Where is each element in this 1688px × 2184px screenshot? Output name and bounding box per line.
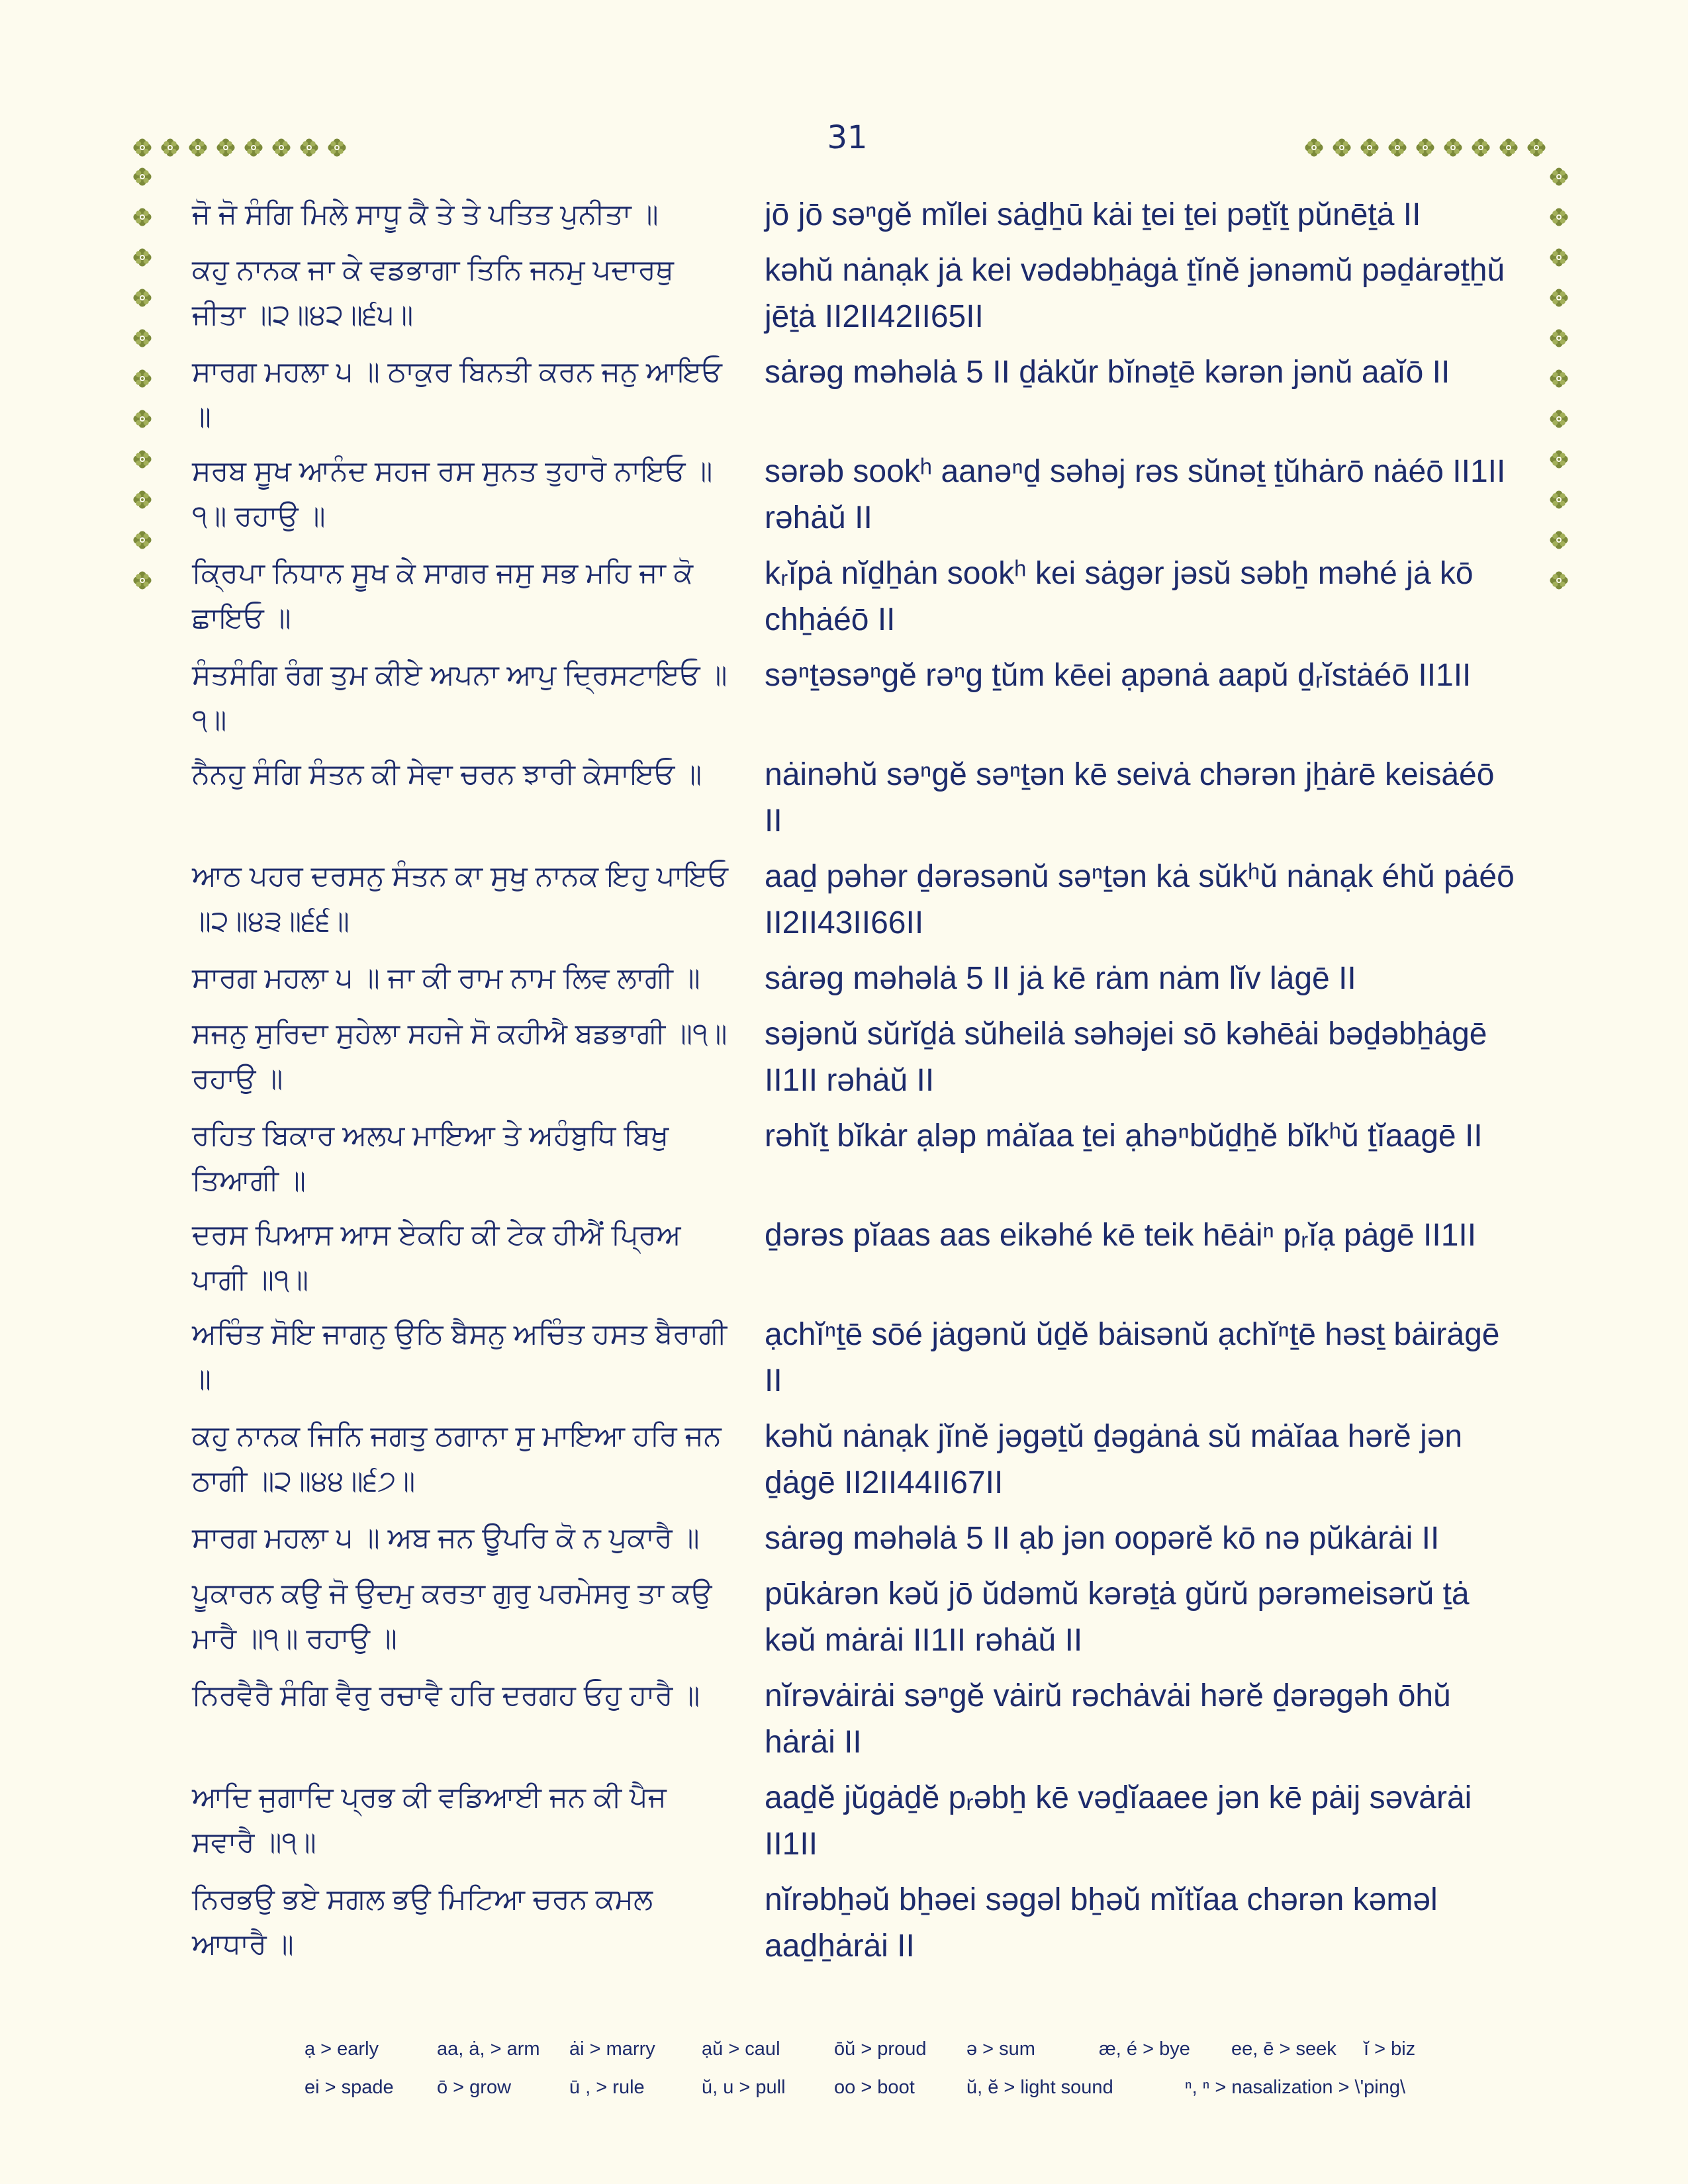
ornament-border-left bbox=[132, 167, 152, 590]
page-number: 31 bbox=[827, 119, 868, 156]
legend-item: ə > sum bbox=[966, 2038, 1035, 2060]
legend-item: ū , > rule bbox=[569, 2077, 645, 2098]
flower-icon bbox=[1360, 138, 1380, 158]
transliteration-text: sərəb sookʰ aanəⁿḏ səhəj rəs sŭnəṯ ṯŭhȧrō nȧéō II1II rəhȧŭ II bbox=[765, 454, 1506, 535]
transliteration-text: aaḏĕ jŭgȧḏĕ pᵣəbẖ kē vəḏĭaaee jən kē pȧij səvȧrȧi II1II bbox=[765, 1780, 1472, 1862]
pronunciation-legend bbox=[305, 2038, 1562, 2115]
flower-icon bbox=[160, 138, 180, 158]
gurmukhi-text: ਕਹੁ ਨਾਨਕ ਜਾ ਕੇ ਵਡਭਾਗਾ ਤਿਨਿ ਜਨਮੁ ਪਦਾਰਥੁ ਜੀਤਾ ॥੨॥੪੨॥੬੫॥ bbox=[192, 254, 674, 331]
legend-row-1 bbox=[305, 2038, 1562, 2077]
transliteration-text: pūkȧrən kəŭ jō ŭdəmŭ kərəṯȧ gŭrŭ pərəmeisərŭ ṯȧ kəŭ mȧrȧi II1II rəhȧŭ II bbox=[765, 1576, 1470, 1658]
gurmukhi-text: ਜੋ ਜੋ ਸੰਗਿ ਮਿਲੇ ਸਾਧੂ ਕੈ ਤੇ ਤੇ ਪਤਿਤ ਪੁਨੀਤਾ ॥ bbox=[192, 199, 659, 230]
flower-icon bbox=[188, 138, 208, 158]
transliteration-text: rəhĭṯ bĭkȧr ạləp mȧĭaa ṯei ạhəⁿbŭḏẖĕ bĭkʰŭ ṯĭaagē II bbox=[765, 1118, 1483, 1154]
transliteration-text: sȧrəg məhəlȧ 5 II ḏȧkŭr bĭnəṯē kərən jənŭ aaĭō II bbox=[765, 355, 1450, 390]
verse-row bbox=[192, 551, 1536, 643]
transliteration-text: jō jō səⁿgĕ mĭlei sȧḏẖū kȧi ṯei ṯei pəṯĭṯ pŭnēṯȧ II bbox=[765, 197, 1421, 232]
verse-row bbox=[192, 1113, 1536, 1203]
flower-icon bbox=[1549, 207, 1569, 227]
verse-row bbox=[192, 192, 1536, 238]
gurmukhi-text: ਕ੍ਰਿਪਾ ਨਿਧਾਨ ਸੂਖ ਕੇ ਸਾਗਰ ਜਸੁ ਸਭ ਮਹਿ ਜਾ ਕੋ ਛਾਇਓ ॥ bbox=[192, 557, 694, 634]
flower-icon bbox=[132, 207, 152, 227]
ornament-border-top-left bbox=[132, 138, 347, 158]
flower-icon bbox=[1443, 138, 1463, 158]
flower-icon bbox=[132, 248, 152, 267]
gurmukhi-text: ਦਰਸ ਪਿਆਸ ਆਸ ਏਕਹਿ ਕੀ ਟੇਕ ਹੀਐਂ ਪ੍ਰਿਅ ਪਾਗੀ ॥੧॥ bbox=[192, 1219, 681, 1296]
flower-icon bbox=[1499, 138, 1519, 158]
transliteration-text: nĭrəvȧirȧi səⁿgĕ vȧirŭ rəchȧvȧi hərĕ ḏərəgəh ōhŭ hȧrȧi II bbox=[765, 1678, 1451, 1760]
flower-icon bbox=[1549, 248, 1569, 267]
legend-item: ŭ, u > pull bbox=[702, 2077, 786, 2098]
transliteration-text: kəhŭ nȧnạk jĭnĕ jəgəṯŭ ḏəgȧnȧ sŭ mȧĭaa hərĕ jən ḏȧgē II2II44II67II bbox=[765, 1419, 1463, 1500]
transliteration-text: səjənŭ sŭrĭḏȧ sŭheilȧ səhəjei sō kəhēȧi bəḏəbẖȧgē II1II rəhȧŭ II bbox=[765, 1017, 1487, 1098]
legend-item: oo > boot bbox=[834, 2077, 915, 2098]
gurmukhi-text: ਸਰਬ ਸੂਖ ਆਨੰਦ ਸਹਜ ਰਸ ਸੁਨਤ ਤੁਹਾਰੋ ਨਾਇਓ ॥੧॥ ਰਹਾਉ ॥ bbox=[192, 455, 713, 532]
transliteration-text: kᵣĭpȧ nĭḏẖȧn sookʰ kei sȧgər jəsŭ səbẖ məhé jȧ kō chẖȧéō II bbox=[765, 556, 1474, 637]
legend-item: ee, ē > seek bbox=[1231, 2038, 1336, 2060]
gurmukhi-text: ਸੰਤਸੰਗਿ ਰੰਗ ਤੁਮ ਕੀਏ ਅਪਨਾ ਆਪੁ ਦ੍ਰਿਸਟਾਇਓ ॥੧॥ bbox=[192, 659, 727, 736]
legend-row-2 bbox=[305, 2077, 1562, 2115]
flower-icon bbox=[132, 530, 152, 550]
flower-icon bbox=[1387, 138, 1407, 158]
ornament-border-right bbox=[1549, 167, 1569, 590]
verse-row bbox=[192, 449, 1536, 541]
flower-icon bbox=[132, 369, 152, 388]
transliteration-text: sȧrəg məhəlȧ 5 II ạb jən oopərĕ kō nə pŭkȧrȧi II bbox=[765, 1521, 1440, 1556]
legend-item: ⁿ, ⁿ > nasalization > \'ping\ bbox=[1185, 2077, 1406, 2098]
legend-item: æ, é > bye bbox=[1099, 2038, 1190, 2060]
gurmukhi-text: ਪੂਕਾਰਨ ਕਉ ਜੋ ਉਦਮੁ ਕਰਤਾ ਗੁਰੁ ਪਰਮੇਸਰੁ ਤਾ ਕਉ ਮਾਰੈ ॥੧॥ ਰਹਾਉ ॥ bbox=[192, 1578, 712, 1655]
transliteration-text: sȧrəg məhəlȧ 5 II jȧ kē rȧm nȧm lĭv lȧgē II bbox=[765, 961, 1356, 996]
flower-icon bbox=[271, 138, 291, 158]
legend-item: ŭ, ĕ > light sound bbox=[966, 2077, 1113, 2098]
verse-list bbox=[192, 192, 1536, 1979]
flower-icon bbox=[244, 138, 263, 158]
gurmukhi-text: ਨੈਨਹੁ ਸੰਗਿ ਸੰਤਨ ਕੀ ਸੇਵਾ ਚਰਨ ਝਾਰੀ ਕੇਸਾਇਓ ॥ bbox=[192, 758, 702, 790]
transliteration-text: nȧinəhŭ səⁿgĕ səⁿṯən kē seivȧ chərən jẖȧrē keisȧéō II bbox=[765, 757, 1495, 839]
flower-icon bbox=[1549, 288, 1569, 308]
verse-row bbox=[192, 1414, 1536, 1506]
transliteration-text: kəhŭ nȧnạk jȧ kei vədəbẖȧgȧ ṯĭnĕ jənəmŭ pəḏȧrəṯẖŭ jēṯȧ II2II42II65II bbox=[765, 253, 1505, 334]
flower-icon bbox=[1549, 167, 1569, 187]
legend-item: ōŭ > proud bbox=[834, 2038, 927, 2060]
gurmukhi-text: ਰਹਿਤ ਬਿਕਾਰ ਅਲਪ ਮਾਇਆ ਤੇ ਅਹੰਬੁਧਿ ਬਿਖੁ ਤਿਆਗੀ ॥ bbox=[192, 1120, 669, 1197]
transliteration-text: səⁿṯəsəⁿgĕ rəⁿg ṯŭm kēei ạpənȧ aapŭ ḏᵣĭstȧéō II1II bbox=[765, 658, 1472, 693]
verse-row bbox=[192, 956, 1536, 1002]
flower-icon bbox=[1549, 449, 1569, 469]
flower-icon bbox=[1549, 530, 1569, 550]
gurmukhi-text: ਸਾਰਗ ਮਹਲਾ ੫ ॥ ਅਬ ਜਨ ਊਪਰਿ ਕੋ ਨ ਪੁਕਾਰੈ ॥ bbox=[192, 1522, 700, 1554]
flower-icon bbox=[1304, 138, 1324, 158]
flower-icon bbox=[1332, 138, 1352, 158]
verse-row bbox=[192, 1212, 1536, 1302]
verse-row bbox=[192, 248, 1536, 340]
flower-icon bbox=[1526, 138, 1546, 158]
gurmukhi-text: ਆਠ ਪਹਰ ਦਰਸਨੁ ਸੰਤਨ ਕਾ ਸੁਖੁ ਨਾਨਕ ਇਹੁ ਪਾਇਓ ॥੨॥੪੩॥੬੬॥ bbox=[192, 860, 728, 937]
gurmukhi-text: ਨਿਰਭਉ ਭਏ ਸਗਲ ਭਉ ਮਿਟਿਆ ਚਰਨ ਕਮਲ ਆਧਾਰੈ ॥ bbox=[192, 1884, 653, 1960]
flower-icon bbox=[1471, 138, 1491, 158]
flower-icon bbox=[299, 138, 319, 158]
legend-item: ạŭ > caul bbox=[702, 2038, 780, 2060]
flower-icon bbox=[132, 490, 152, 510]
verse-row bbox=[192, 1571, 1536, 1664]
transliteration-text: aaḏ pəhər ḏərəsənŭ səⁿṯən kȧ sŭkʰŭ nȧnạk éhŭ pȧéō II2II43II66II bbox=[765, 859, 1515, 940]
flower-icon bbox=[132, 409, 152, 429]
flower-icon bbox=[132, 328, 152, 348]
transliteration-text: ḏərəs pĭaas aas eikəhé kē teik hēȧiⁿ pᵣĭạ pȧgē II1II bbox=[765, 1218, 1477, 1253]
legend-item: ō > grow bbox=[437, 2077, 512, 2098]
flower-icon bbox=[1549, 490, 1569, 510]
gurmukhi-text: ਕਹੁ ਨਾਨਕ ਜਿਨਿ ਜਗਤੁ ਠਗਾਨਾ ਸੁ ਮਾਇਆ ਹਰਿ ਜਨ ਠਾਗੀ ॥੨॥੪੪॥੬੭॥ bbox=[192, 1420, 722, 1497]
flower-icon bbox=[216, 138, 236, 158]
verse-row bbox=[192, 1516, 1536, 1562]
flower-icon bbox=[327, 138, 347, 158]
gurmukhi-text: ਸਾਰਗ ਮਹਲਾ ੫ ॥ ਠਾਕੁਰ ਬਿਨਤੀ ਕਰਨ ਜਨੁ ਆਇਓ ॥ bbox=[192, 356, 722, 433]
flower-icon bbox=[1549, 369, 1569, 388]
ornament-border-top-right bbox=[1304, 138, 1546, 158]
gurmukhi-text: ਅਚਿੰਤ ਸੋਇ ਜਾਗਨੁ ਉਠਿ ਬੈਸਨੁ ਅਚਿੰਤ ਹਸਤ ਬੈਰਾਗੀ ॥ bbox=[192, 1318, 727, 1395]
legend-item: ȧi > marry bbox=[569, 2038, 655, 2060]
transliteration-text: ạchĭⁿṯē sōé jȧgənŭ ŭḏĕ bȧisənŭ ạchĭⁿṯē həsṯ bȧirȧgē II bbox=[765, 1317, 1500, 1398]
flower-icon bbox=[1415, 138, 1435, 158]
flower-icon bbox=[132, 449, 152, 469]
flower-icon bbox=[1549, 409, 1569, 429]
transliteration-text: nĭrəbẖəŭ bẖəei səgəl bẖəŭ mĭtĭaa chərən kəməl aaḏẖȧrȧi II bbox=[765, 1882, 1438, 1964]
flower-icon bbox=[132, 288, 152, 308]
flower-icon bbox=[132, 570, 152, 590]
gurmukhi-text: ਆਦਿ ਜੁਗਾਦਿ ਪ੍ਰਭ ਕੀ ਵਡਿਆਈ ਜਨ ਕੀ ਪੈਜ ਸਵਾਰੈ ॥੧॥ bbox=[192, 1782, 667, 1858]
verse-row bbox=[192, 854, 1536, 946]
verse-row bbox=[192, 1775, 1536, 1868]
verse-row bbox=[192, 1877, 1536, 1970]
gurmukhi-text: ਨਿਰਵੈਰੈ ਸੰਗਿ ਵੈਰੁ ਰਚਾਵੈ ਹਰਿ ਦਰਗਹ ਓਹੁ ਹਾਰੈ ॥ bbox=[192, 1680, 700, 1711]
verse-row bbox=[192, 349, 1536, 439]
verse-row bbox=[192, 1673, 1536, 1766]
gurmukhi-text: ਸਾਰਗ ਮਹਲਾ ੫ ॥ ਜਾ ਕੀ ਰਾਮ ਨਾਮ ਲਿਵ ਲਾਗੀ ॥ bbox=[192, 962, 700, 994]
flower-icon bbox=[1549, 570, 1569, 590]
legend-item: ĭ > biz bbox=[1364, 2038, 1416, 2060]
verse-row bbox=[192, 1312, 1536, 1404]
flower-icon bbox=[132, 167, 152, 187]
legend-item: ạ > early bbox=[305, 2038, 379, 2060]
flower-icon bbox=[132, 138, 152, 158]
legend-item: ei > spade bbox=[305, 2077, 394, 2098]
flower-icon bbox=[1549, 328, 1569, 348]
verse-row bbox=[192, 1011, 1536, 1104]
legend-item: aa, ȧ, > arm bbox=[437, 2038, 540, 2060]
verse-row bbox=[192, 752, 1536, 844]
gurmukhi-text: ਸਜਨੁ ਸੁਰਿਦਾ ਸੁਹੇਲਾ ਸਹਜੇ ਸੋ ਕਹੀਐ ਬਡਭਾਗੀ ॥੧॥ ਰਹਾਉ ॥ bbox=[192, 1018, 727, 1095]
verse-row bbox=[192, 653, 1536, 743]
